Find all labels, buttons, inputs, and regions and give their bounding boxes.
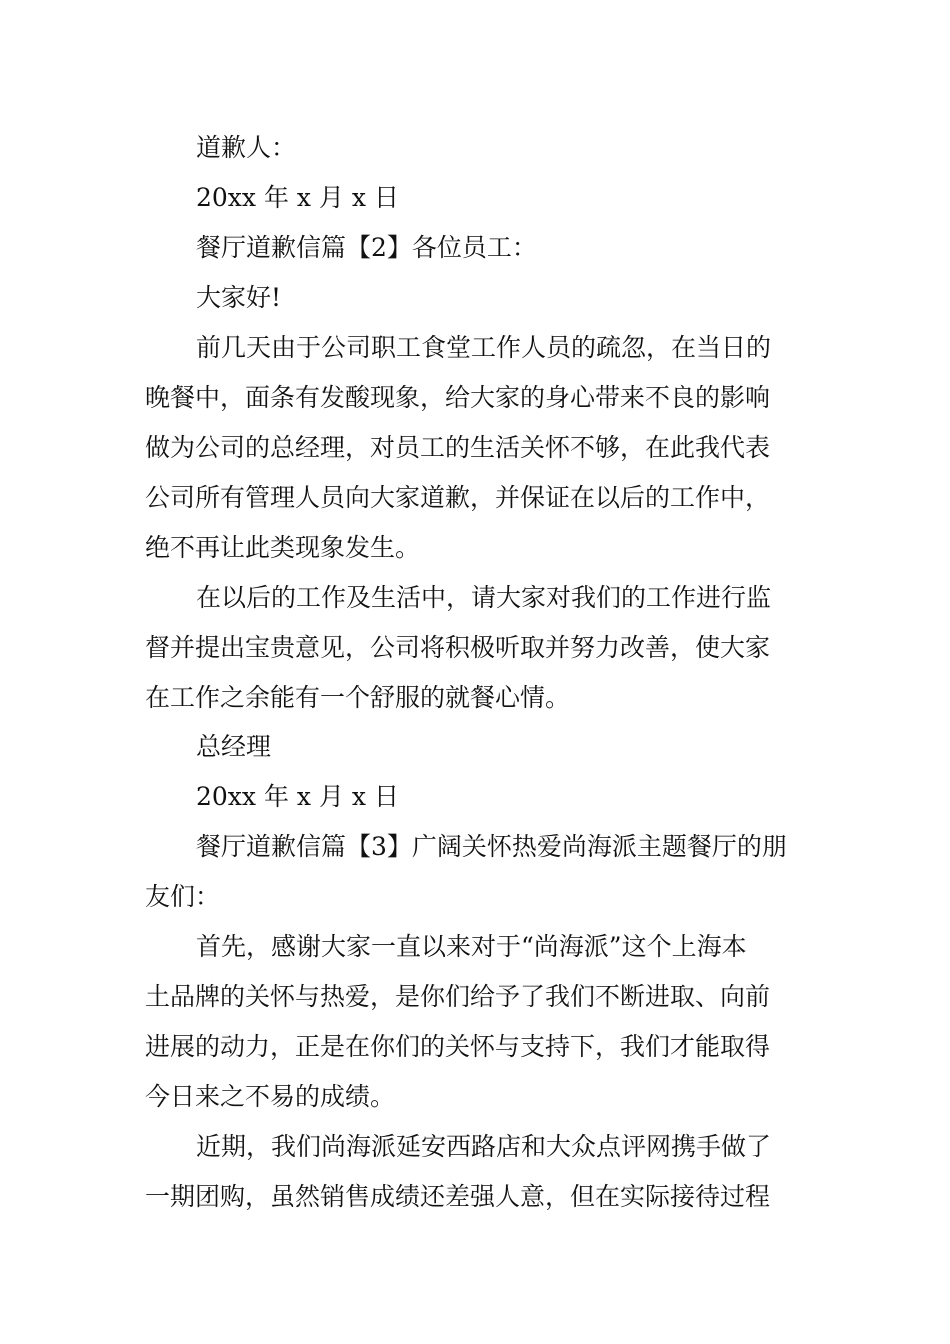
- paragraph-line: 在以后的工作及生活中，请大家对我们的工作进行监: [196, 583, 772, 612]
- paragraph-line: 绝不再让此类现象发生。: [145, 533, 421, 562]
- paragraph-line: 做为公司的总经理，对员工的生活关怀不够，在此我代表: [145, 433, 771, 462]
- section-heading-3: 餐厅道歉信篇【3】广阔关怀热爱尚海派主题餐厅的朋: [196, 832, 787, 861]
- paragraph-line: 督并提出宝贵意见，公司将积极听取并努力改善，使大家: [145, 633, 771, 662]
- paragraph-line: 一期团购，虽然销售成绩还差强人意，但在实际接待过程: [145, 1182, 771, 1211]
- paragraph-line: 近期，我们尚海派延安西路店和大众点评网携手做了: [196, 1132, 772, 1161]
- paragraph-line: 首先，感谢大家一直以来对于“尚海派”这个上海本: [196, 932, 747, 961]
- paragraph-line: 进展的动力，正是在你们的关怀与支持下，我们才能取得: [145, 1032, 771, 1061]
- signature-label: 总经理: [196, 732, 272, 761]
- signature-label: 道歉人：: [196, 133, 297, 162]
- paragraph-line: 土品牌的关怀与热爱，是你们给予了我们不断进取、向前: [145, 982, 771, 1011]
- paragraph-line: 在工作之余能有一个舒服的就餐心情。: [145, 683, 571, 712]
- paragraph-line: 公司所有管理人员向大家道歉，并保证在以后的工作中，: [145, 483, 771, 512]
- date-line: 20xx 年 x 月 x 日: [196, 782, 399, 811]
- paragraph-line: 友们：: [145, 882, 221, 911]
- greeting: 大家好!: [196, 283, 282, 312]
- paragraph-line: 前几天由于公司职工食堂工作人员的疏忽，在当日的: [196, 333, 772, 362]
- paragraph-line: 晚餐中，面条有发酸现象，给大家的身心带来不良的影响: [145, 383, 771, 412]
- paragraph-line: 今日来之不易的成绩。: [145, 1082, 396, 1111]
- date-line: 20xx 年 x 月 x 日: [196, 183, 399, 212]
- section-heading-2: 餐厅道歉信篇【2】各位员工：: [196, 233, 537, 262]
